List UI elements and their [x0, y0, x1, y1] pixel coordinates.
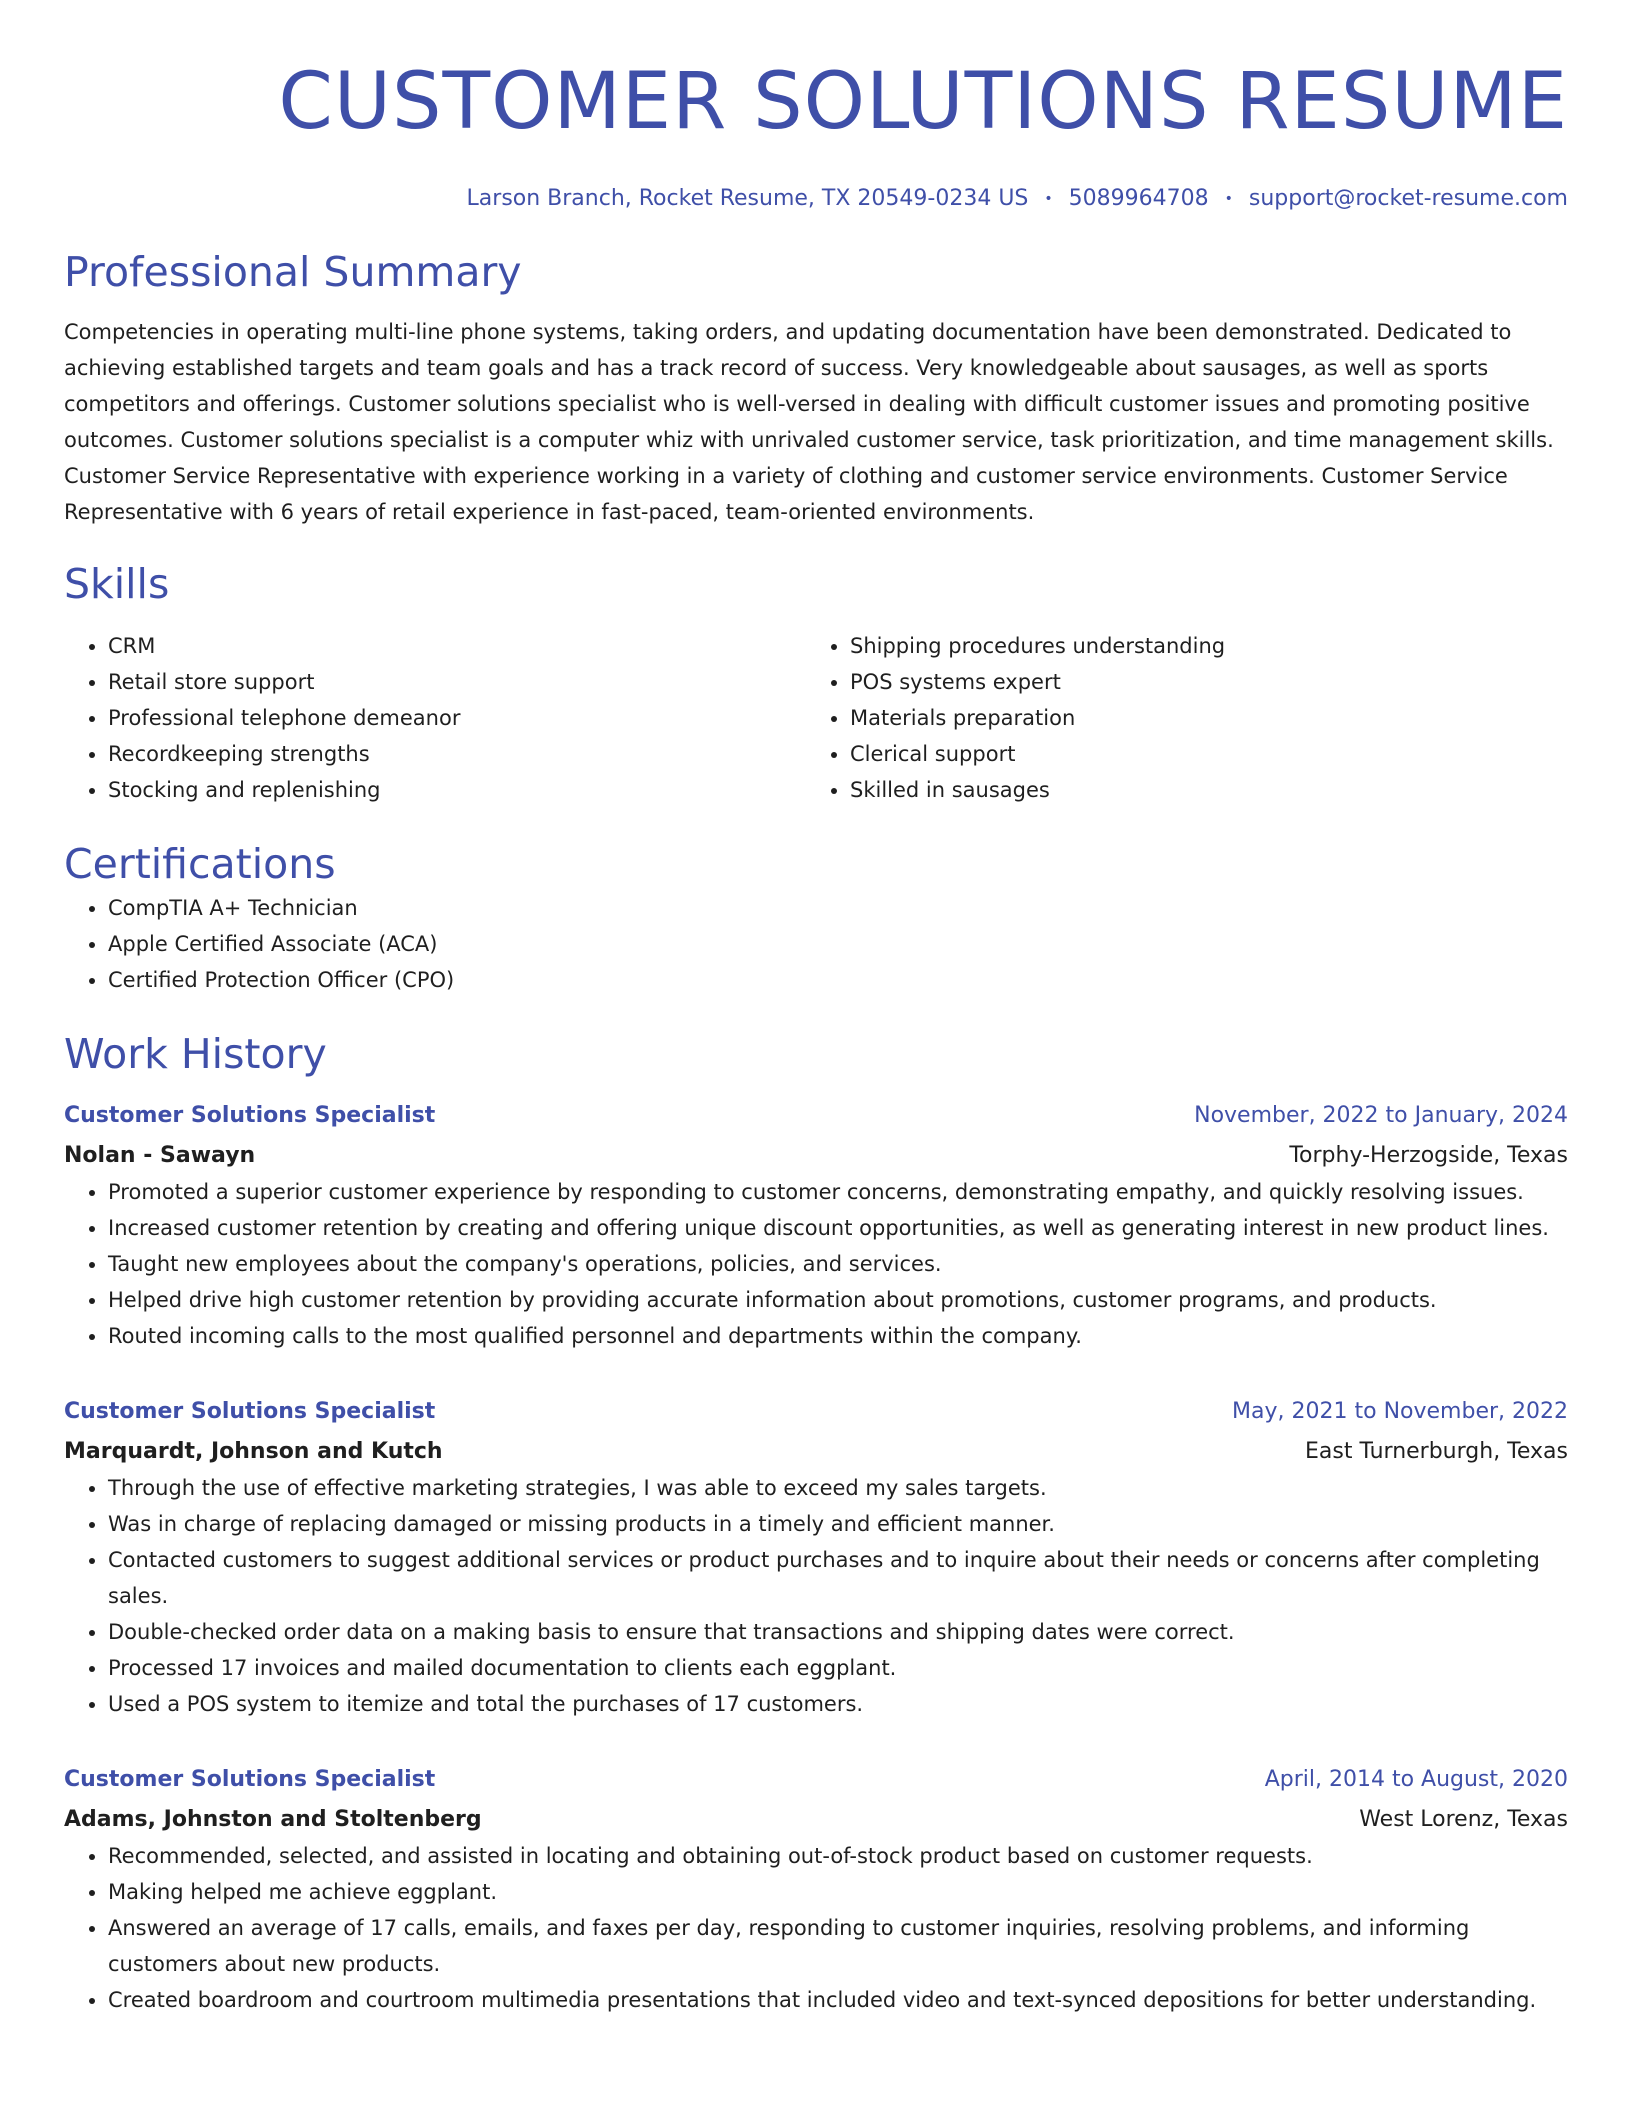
skill-item: • Materials preparation — [850, 700, 1548, 736]
job-dates: November, 2022 to January, 2024 — [1194, 1103, 1568, 1128]
skill-item: • Clerical support — [850, 736, 1548, 772]
job-bullet: • Promoted a superior customer experience by responding to customer concerns, demonstrating empathy, and quickly resolving issues. — [108, 1174, 1568, 1210]
contact-phone: 5089964708 — [1068, 186, 1209, 211]
skill-item: • Professional telephone demeanor — [108, 700, 806, 736]
job-entry — [64, 1394, 1568, 1722]
job-bullet: • Created boardroom and courtroom multimedia presentations that included video and text-synced depositions for better understanding. — [108, 1982, 1568, 2018]
job-title: Customer Solutions Specialist — [64, 1767, 436, 1792]
job-company: Marquardt, Johnson and Kutch — [64, 1439, 443, 1464]
summary-heading: Professional Summary — [64, 248, 522, 296]
job-title: Customer Solutions Specialist — [64, 1399, 436, 1424]
job-bullet: • Recommended, selected, and assisted in locating and obtaining out-of-stock product based on customer requests. — [108, 1838, 1568, 1874]
certification-item: • CompTIA A+ Technician — [108, 890, 1568, 926]
certifications-heading: Certifications — [64, 840, 336, 888]
job-header-row — [64, 1394, 1568, 1430]
job-entry — [64, 1762, 1568, 2018]
resume-title: CUSTOMER SOLUTIONS RESUME — [278, 57, 1568, 147]
job-bullet: • Answered an average of 17 calls, emails, and faxes per day, responding to customer inquiries, resolving problems, and informing customers about new products. — [108, 1910, 1568, 1982]
job-bullet: • Taught new employees about the company's operations, policies, and services. — [108, 1246, 1568, 1282]
skills-heading: Skills — [64, 560, 170, 608]
job-header-row — [64, 1098, 1568, 1134]
job-bullet: • Routed incoming calls to the most qualified personnel and departments within the company. — [108, 1318, 1568, 1354]
job-dates: May, 2021 to November, 2022 — [1232, 1399, 1568, 1424]
contact-separator: • — [1224, 191, 1233, 207]
job-bullet: • Processed 17 invoices and mailed documentation to clients each eggplant. — [108, 1650, 1568, 1686]
job-location: Torphy-Herzogside, Texas — [1289, 1143, 1568, 1168]
job-bullets — [64, 1470, 1568, 1722]
work-history-heading: Work History — [64, 1030, 327, 1078]
skill-item: • Retail store support — [108, 664, 806, 700]
contact-line — [64, 184, 1568, 214]
job-dates: April, 2014 to August, 2020 — [1264, 1767, 1568, 1792]
skill-item: • Stocking and replenishing — [108, 772, 806, 808]
skill-item: • Skilled in sausages — [850, 772, 1548, 808]
skills-column-left — [64, 628, 806, 808]
job-company: Adams, Johnston and Stoltenberg — [64, 1807, 482, 1832]
skill-item: • Recordkeeping strengths — [108, 736, 806, 772]
contact-separator: • — [1044, 191, 1053, 207]
summary-text: Competencies in operating multi-line phone systems, taking orders, and updating documentation have been demonstrated. Dedicated to achieving established targets and team goals and has a track record of success. Very knowledgeable about sausages, as well as sports competitors and offerings. Customer solutions specialist who is well-versed in dealing with difficult customer issues and promoting positive outcomes. Customer solutions specialist is a computer whiz with unrivaled customer service, task prioritization, and time management skills. Customer Service Representative with experience working in a variety of clothing and customer service environments. Customer Service Representative with 6 years of retail experience in fast-paced, team-oriented environments. — [64, 320, 1554, 524]
job-bullet: • Increased customer retention by creating and offering unique discount opportunities, as well as generating interest in new product lines. — [108, 1210, 1568, 1246]
job-subheader-row — [64, 1430, 1568, 1470]
job-bullets — [64, 1174, 1568, 1354]
certifications-list — [64, 890, 1568, 998]
job-bullet: • Through the use of effective marketing strategies, I was able to exceed my sales targets. — [108, 1470, 1568, 1506]
skills-column-right — [806, 628, 1548, 808]
job-entry — [64, 1098, 1568, 1354]
job-title: Customer Solutions Specialist — [64, 1103, 436, 1128]
job-location: West Lorenz, Texas — [1359, 1807, 1568, 1832]
job-header-row — [64, 1762, 1568, 1798]
job-company: Nolan - Sawayn — [64, 1143, 256, 1168]
certification-item: • Apple Certified Associate (ACA) — [108, 926, 1568, 962]
job-bullets — [64, 1838, 1568, 2018]
job-subheader-row — [64, 1798, 1568, 1838]
job-bullet: • Making helped me achieve eggplant. — [108, 1874, 1568, 1910]
certification-item: • Certified Protection Officer (CPO) — [108, 962, 1568, 998]
job-subheader-row — [64, 1134, 1568, 1174]
skill-item: • POS systems expert — [850, 664, 1548, 700]
job-bullet: • Double-checked order data on a making basis to ensure that transactions and shipping dates were correct. — [108, 1614, 1568, 1650]
skill-item: • CRM — [108, 628, 806, 664]
skills-list-left — [64, 628, 806, 808]
contact-address: Larson Branch, Rocket Resume, TX 20549-0234 US — [466, 186, 1029, 211]
job-bullet: • Contacted customers to suggest additional services or product purchases and to inquire about their needs or concerns after completing sales. — [108, 1542, 1568, 1614]
contact-email: support@rocket-resume.com — [1248, 186, 1568, 211]
job-location: East Turnerburgh, Texas — [1305, 1439, 1568, 1464]
job-bullet: • Used a POS system to itemize and total the purchases of 17 customers. — [108, 1686, 1568, 1722]
skill-item: • Shipping procedures understanding — [850, 628, 1548, 664]
skills-grid — [64, 628, 1568, 808]
job-bullet: • Was in charge of replacing damaged or missing products in a timely and efficient manner. — [108, 1506, 1568, 1542]
job-bullet: • Helped drive high customer retention by providing accurate information about promotions, customer programs, and products. — [108, 1282, 1568, 1318]
skills-list-right — [806, 628, 1548, 808]
